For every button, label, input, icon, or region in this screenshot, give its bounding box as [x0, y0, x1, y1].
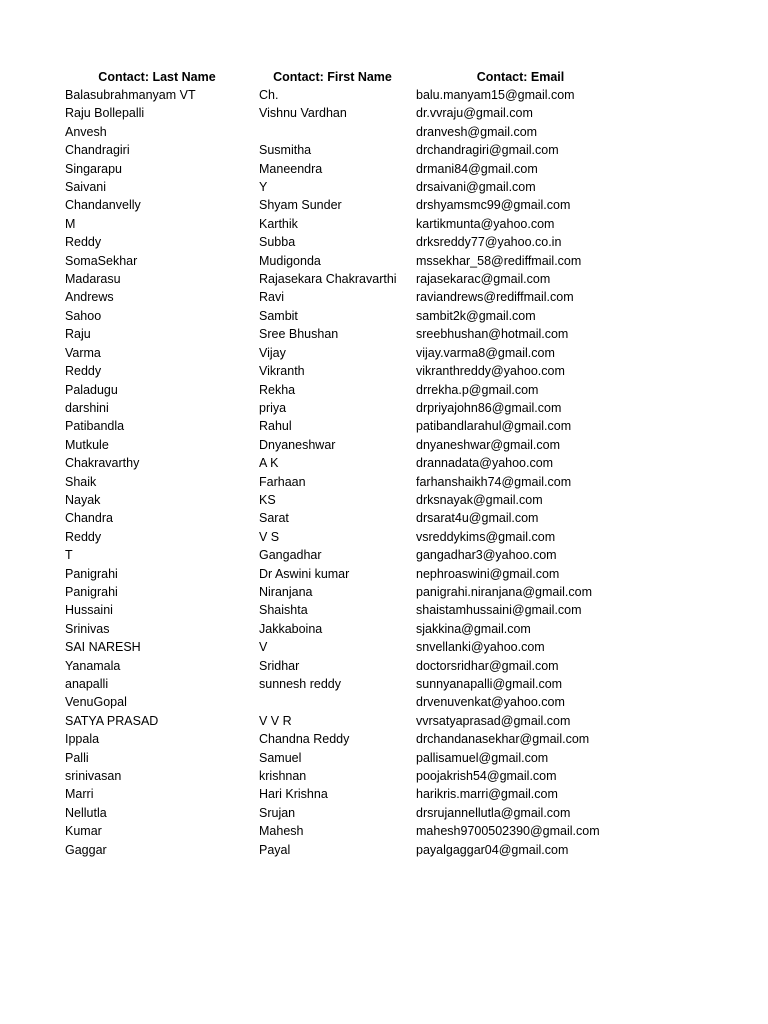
cell-first-name: Hari Krishna	[259, 787, 328, 802]
cell-email: farhanshaikh74@gmail.com	[416, 474, 572, 489]
cell-last-name: Chakravarthy	[65, 456, 140, 471]
table-row	[60, 620, 630, 638]
cell-last-name: Ippala	[65, 732, 100, 747]
table-row	[60, 233, 630, 251]
table-row	[60, 362, 630, 380]
cell-last-name: Sahoo	[65, 308, 102, 323]
cell-email: snvellanki@yahoo.com	[416, 640, 545, 655]
table-row	[60, 785, 630, 803]
cell-last-name: srinivasan	[65, 769, 122, 784]
cell-last-name: Raju	[65, 327, 91, 342]
table-row	[60, 307, 630, 325]
cell-first-name: Mudigonda	[259, 253, 321, 268]
cell-first-name: V	[259, 640, 268, 655]
cell-first-name: Rahul	[259, 419, 292, 434]
cell-last-name: Anvesh	[65, 124, 107, 139]
cell-last-name: Paladugu	[65, 382, 118, 397]
cell-email: balu.manyam15@gmail.com	[416, 88, 575, 102]
table-row	[60, 86, 630, 104]
cell-first-name: krishnan	[259, 769, 307, 784]
cell-email: drsrujannellutla@gmail.com	[416, 805, 571, 820]
cell-last-name: Varma	[65, 345, 101, 360]
cell-email: vsreddykims@gmail.com	[416, 529, 556, 544]
table-row	[60, 325, 630, 343]
cell-first-name: Shaishta	[259, 603, 308, 618]
cell-email: drshyamsmc99@gmail.com	[416, 198, 571, 213]
cell-last-name: Chandragiri	[65, 143, 130, 158]
header-last-name: Contact: Last Name	[98, 70, 216, 84]
table-row	[60, 288, 630, 306]
cell-email: panigrahi.niranjana@gmail.com	[416, 584, 592, 599]
table-row	[60, 141, 630, 159]
table-row	[60, 693, 630, 711]
cell-last-name: Panigrahi	[65, 584, 118, 599]
cell-last-name: Shaik	[65, 474, 97, 489]
table-row	[60, 178, 630, 196]
contacts-table	[60, 68, 630, 859]
cell-first-name: V S	[259, 529, 280, 544]
cell-first-name: Karthik	[259, 216, 298, 231]
header-row	[60, 68, 630, 86]
cell-last-name: Saivani	[65, 180, 106, 195]
cell-email: nephroaswini@gmail.com	[416, 566, 560, 581]
cell-first-name: Gangadhar	[259, 548, 322, 563]
cell-first-name: Sambit	[259, 308, 298, 323]
cell-first-name: Ravi	[259, 290, 285, 305]
cell-first-name: Chandna Reddy	[259, 732, 350, 747]
table-row	[60, 196, 630, 214]
cell-last-name: Chandra	[65, 511, 113, 526]
cell-email: harikris.marri@gmail.com	[416, 787, 558, 802]
cell-email: kartikmunta@yahoo.com	[416, 216, 555, 231]
cell-email: mssekhar_58@rediffmail.com	[416, 253, 582, 268]
cell-email: drchandragiri@gmail.com	[416, 143, 559, 158]
cell-first-name: Maneendra	[259, 161, 323, 176]
cell-first-name: Y	[259, 180, 268, 195]
cell-email: doctorsridhar@gmail.com	[416, 658, 559, 673]
cell-first-name: Shyam Sunder	[259, 198, 342, 213]
cell-email: sjakkina@gmail.com	[416, 621, 531, 636]
cell-email: drksreddy77@yahoo.co.in	[416, 235, 562, 250]
cell-first-name: Jakkaboina	[259, 621, 323, 636]
cell-email: shaistamhussaini@gmail.com	[416, 603, 582, 618]
cell-last-name: Kumar	[65, 824, 102, 839]
cell-first-name: sunnesh reddy	[259, 677, 342, 691]
cell-first-name: Ch.	[259, 88, 279, 102]
table-row	[60, 822, 630, 840]
table-row	[60, 601, 630, 619]
cell-first-name: Vikranth	[259, 364, 305, 379]
contacts-table-body	[60, 86, 630, 859]
cell-email: pallisamuel@gmail.com	[416, 750, 549, 765]
table-row	[60, 104, 630, 122]
cell-email: drksnayak@gmail.com	[416, 492, 543, 507]
cell-email: patibandlarahul@gmail.com	[416, 419, 572, 434]
cell-last-name: Srinivas	[65, 621, 110, 636]
table-row	[60, 841, 630, 859]
table-row	[60, 638, 630, 656]
table-row	[60, 270, 630, 288]
table-row	[60, 417, 630, 435]
cell-email: drannadata@yahoo.com	[416, 456, 554, 471]
cell-last-name: Nellutla	[65, 805, 107, 820]
table-row	[60, 491, 630, 509]
cell-email: poojakrish54@gmail.com	[416, 769, 557, 784]
cell-email: raviandrews@rediffmail.com	[416, 290, 574, 305]
cell-email: payalgaggar04@gmail.com	[416, 842, 569, 857]
cell-first-name: Dr Aswini kumar	[259, 566, 350, 581]
table-row	[60, 215, 630, 233]
cell-first-name: Rekha	[259, 382, 296, 397]
table-row	[60, 454, 630, 472]
cell-email: vikranthreddy@yahoo.com	[416, 364, 565, 379]
table-row	[60, 767, 630, 785]
cell-email: drsaivani@gmail.com	[416, 180, 536, 195]
cell-email: dranvesh@gmail.com	[416, 124, 538, 139]
cell-first-name: Vijay	[259, 345, 286, 360]
table-row	[60, 546, 630, 564]
cell-last-name: Palli	[65, 750, 89, 765]
cell-last-name: darshini	[65, 400, 109, 415]
table-row	[60, 473, 630, 491]
cell-email: dr.vvraju@gmail.com	[416, 106, 533, 121]
cell-last-name: Patibandla	[65, 419, 125, 434]
table-row	[60, 675, 630, 693]
cell-first-name: Sridhar	[259, 658, 300, 673]
cell-last-name: SomaSekhar	[65, 253, 138, 268]
cell-first-name	[254, 693, 411, 711]
cell-email: drchandanasekhar@gmail.com	[416, 732, 590, 747]
cell-last-name: Gaggar	[65, 842, 107, 857]
cell-first-name: Srujan	[259, 805, 296, 820]
table-row	[60, 804, 630, 822]
cell-last-name: SATYA PRASAD	[65, 713, 159, 728]
cell-first-name: A K	[259, 456, 279, 471]
table-row	[60, 381, 630, 399]
cell-first-name	[254, 123, 411, 141]
cell-first-name: Payal	[259, 842, 291, 857]
cell-first-name: Vishnu Vardhan	[259, 106, 347, 121]
cell-email: vvrsatyaprasad@gmail.com	[416, 713, 571, 728]
table-row	[60, 252, 630, 270]
cell-email: drvenuvenkat@yahoo.com	[416, 695, 565, 710]
cell-last-name: Andrews	[65, 290, 114, 305]
cell-last-name: Chandanvelly	[65, 198, 141, 213]
cell-email: mahesh9700502390@gmail.com	[416, 824, 600, 839]
cell-last-name: M	[65, 216, 76, 231]
cell-first-name: Subba	[259, 235, 296, 250]
cell-last-name: SAI NARESH	[65, 640, 141, 655]
cell-first-name: Sree Bhushan	[259, 327, 339, 342]
table-row	[60, 565, 630, 583]
cell-last-name: VenuGopal	[65, 695, 127, 710]
cell-last-name: Yanamala	[65, 658, 121, 673]
cell-last-name: Raju Bollepalli	[65, 106, 145, 121]
table-row	[60, 528, 630, 546]
header-email: Contact: Email	[476, 70, 565, 84]
cell-email: sambit2k@gmail.com	[416, 308, 536, 323]
cell-first-name: Sarat	[259, 511, 289, 526]
cell-first-name: Niranjana	[259, 584, 313, 599]
cell-first-name: Rajasekara Chakravarthi	[259, 272, 397, 287]
cell-last-name: Reddy	[65, 529, 102, 544]
cell-last-name: Madarasu	[65, 272, 121, 287]
cell-first-name: V V R	[259, 713, 292, 728]
table-row	[60, 657, 630, 675]
table-row	[60, 123, 630, 141]
cell-email: dnyaneshwar@gmail.com	[416, 437, 561, 452]
cell-last-name: Balasubrahmanyam VT	[65, 88, 196, 102]
contact-sheet	[0, 68, 768, 859]
cell-last-name: Nayak	[65, 492, 101, 507]
cell-email: rajasekarac@gmail.com	[416, 272, 551, 287]
cell-email: vijay.varma8@gmail.com	[416, 345, 555, 360]
table-row	[60, 712, 630, 730]
table-row	[60, 436, 630, 454]
cell-last-name: Mutkule	[65, 437, 109, 452]
cell-last-name: Reddy	[65, 235, 102, 250]
cell-last-name: anapalli	[65, 677, 109, 691]
table-row	[60, 583, 630, 601]
cell-first-name: KS	[259, 492, 276, 507]
cell-last-name: Marri	[65, 787, 94, 802]
cell-first-name: priya	[259, 400, 287, 415]
cell-email: sunnyanapalli@gmail.com	[416, 677, 563, 691]
cell-first-name: Mahesh	[259, 824, 304, 839]
table-row	[60, 509, 630, 527]
cell-last-name: Singarapu	[65, 161, 122, 176]
cell-first-name: Susmitha	[259, 143, 312, 158]
table-row	[60, 344, 630, 362]
cell-email: sreebhushan@hotmail.com	[416, 327, 569, 342]
cell-email: drsarat4u@gmail.com	[416, 511, 539, 526]
cell-email: drpriyajohn86@gmail.com	[416, 400, 562, 415]
header-first-name: Contact: First Name	[273, 70, 392, 84]
cell-last-name: Reddy	[65, 364, 102, 379]
cell-first-name: Farhaan	[259, 474, 306, 489]
cell-last-name: Panigrahi	[65, 566, 118, 581]
cell-first-name: Samuel	[259, 750, 302, 765]
cell-email: drmani84@gmail.com	[416, 161, 538, 176]
cell-last-name: Hussaini	[65, 603, 113, 618]
cell-first-name: Dnyaneshwar	[259, 437, 336, 452]
table-row	[60, 730, 630, 748]
table-row	[60, 749, 630, 767]
cell-email: gangadhar3@yahoo.com	[416, 548, 557, 563]
cell-last-name: T	[65, 548, 73, 563]
table-row	[60, 399, 630, 417]
cell-email: drrekha.p@gmail.com	[416, 382, 539, 397]
table-row	[60, 160, 630, 178]
